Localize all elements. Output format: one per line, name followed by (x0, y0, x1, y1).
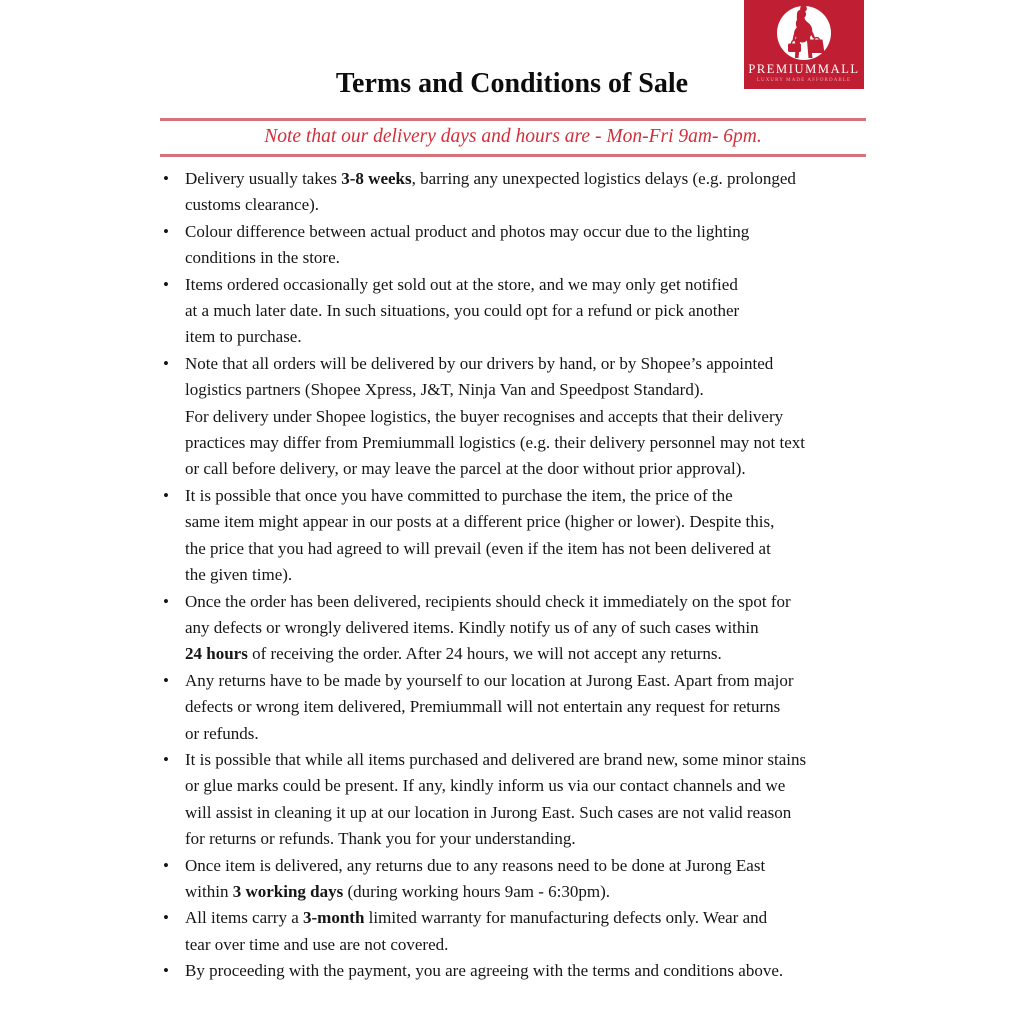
term-item: • It is possible that once you have committed to purchase the item, the price of the same item might appear in our posts at a different price (higher or lower). Despite this, the price that you had agreed to will prevail (even if the item has not been delivered at the given time). (160, 483, 880, 589)
delivery-note: Note that our delivery days and hours are - Mon-Fri 9am- 6pm. (264, 126, 762, 147)
brand-name: PREMIUMMALL (748, 62, 860, 76)
term-item: • Note that all orders will be delivered by our drivers by hand, or by Shopee’s appointed logistics partners (Shopee Xpress, J&T, Ninja Van and Speedpost Standard). For delivery under Shopee logistics, the buyer recognises and accepts that their delivery practices may differ from Premiummall logistics (e.g. their delivery personnel may not text or call before delivery, or may leave the parcel at the door without prior approval). (160, 351, 880, 483)
term-item: • Items ordered occasionally get sold out at the store, and we may only get notified at a much later date. In such situations, you could opt for a refund or pick another item to purchase. (160, 272, 880, 351)
term-item: • By proceeding with the payment, you are agreeing with the terms and conditions above. (160, 958, 880, 984)
delivery-note-band (160, 118, 866, 157)
terms-list (160, 166, 880, 985)
term-item: • It is possible that while all items purchased and delivered are brand new, some minor stains or glue marks could be present. If any, kindly inform us via our contact channels and we will assist in cleaning it up at our location in Jurong East. Such cases are not valid reason for returns or refunds. Thank you for your understanding. (160, 747, 880, 853)
woman-with-bags-icon (744, 0, 864, 62)
brand-logo (744, 0, 864, 89)
term-item: • Once item is delivered, any returns due to any reasons need to be done at Jurong East within 3 working days (during working hours 9am - 6:30pm). (160, 853, 880, 906)
term-item: • Once the order has been delivered, recipients should check it immediately on the spot for any defects or wrongly delivered items. Kindly notify us of any of such cases within 24 hours of receiving the order. After 24 hours, we will not accept any returns. (160, 589, 880, 668)
term-item: • Colour difference between actual product and photos may occur due to the lighting conditions in the store. (160, 219, 880, 272)
bottom-divider (160, 154, 866, 157)
term-item: • Delivery usually takes 3-8 weeks, barring any unexpected logistics delays (e.g. prolonged customs clearance). (160, 166, 880, 219)
term-item: • Any returns have to be made by yourself to our location at Jurong East. Apart from major defects or wrong item delivered, Premiummall will not entertain any request for returns or refunds. (160, 668, 880, 747)
term-item: • All items carry a 3-month limited warranty for manufacturing defects only. Wear and tear over time and use are not covered. (160, 905, 880, 958)
brand-tagline: LUXURY MADE AFFORDABLE (756, 78, 852, 83)
page-title: Terms and Conditions of Sale (335, 68, 689, 99)
